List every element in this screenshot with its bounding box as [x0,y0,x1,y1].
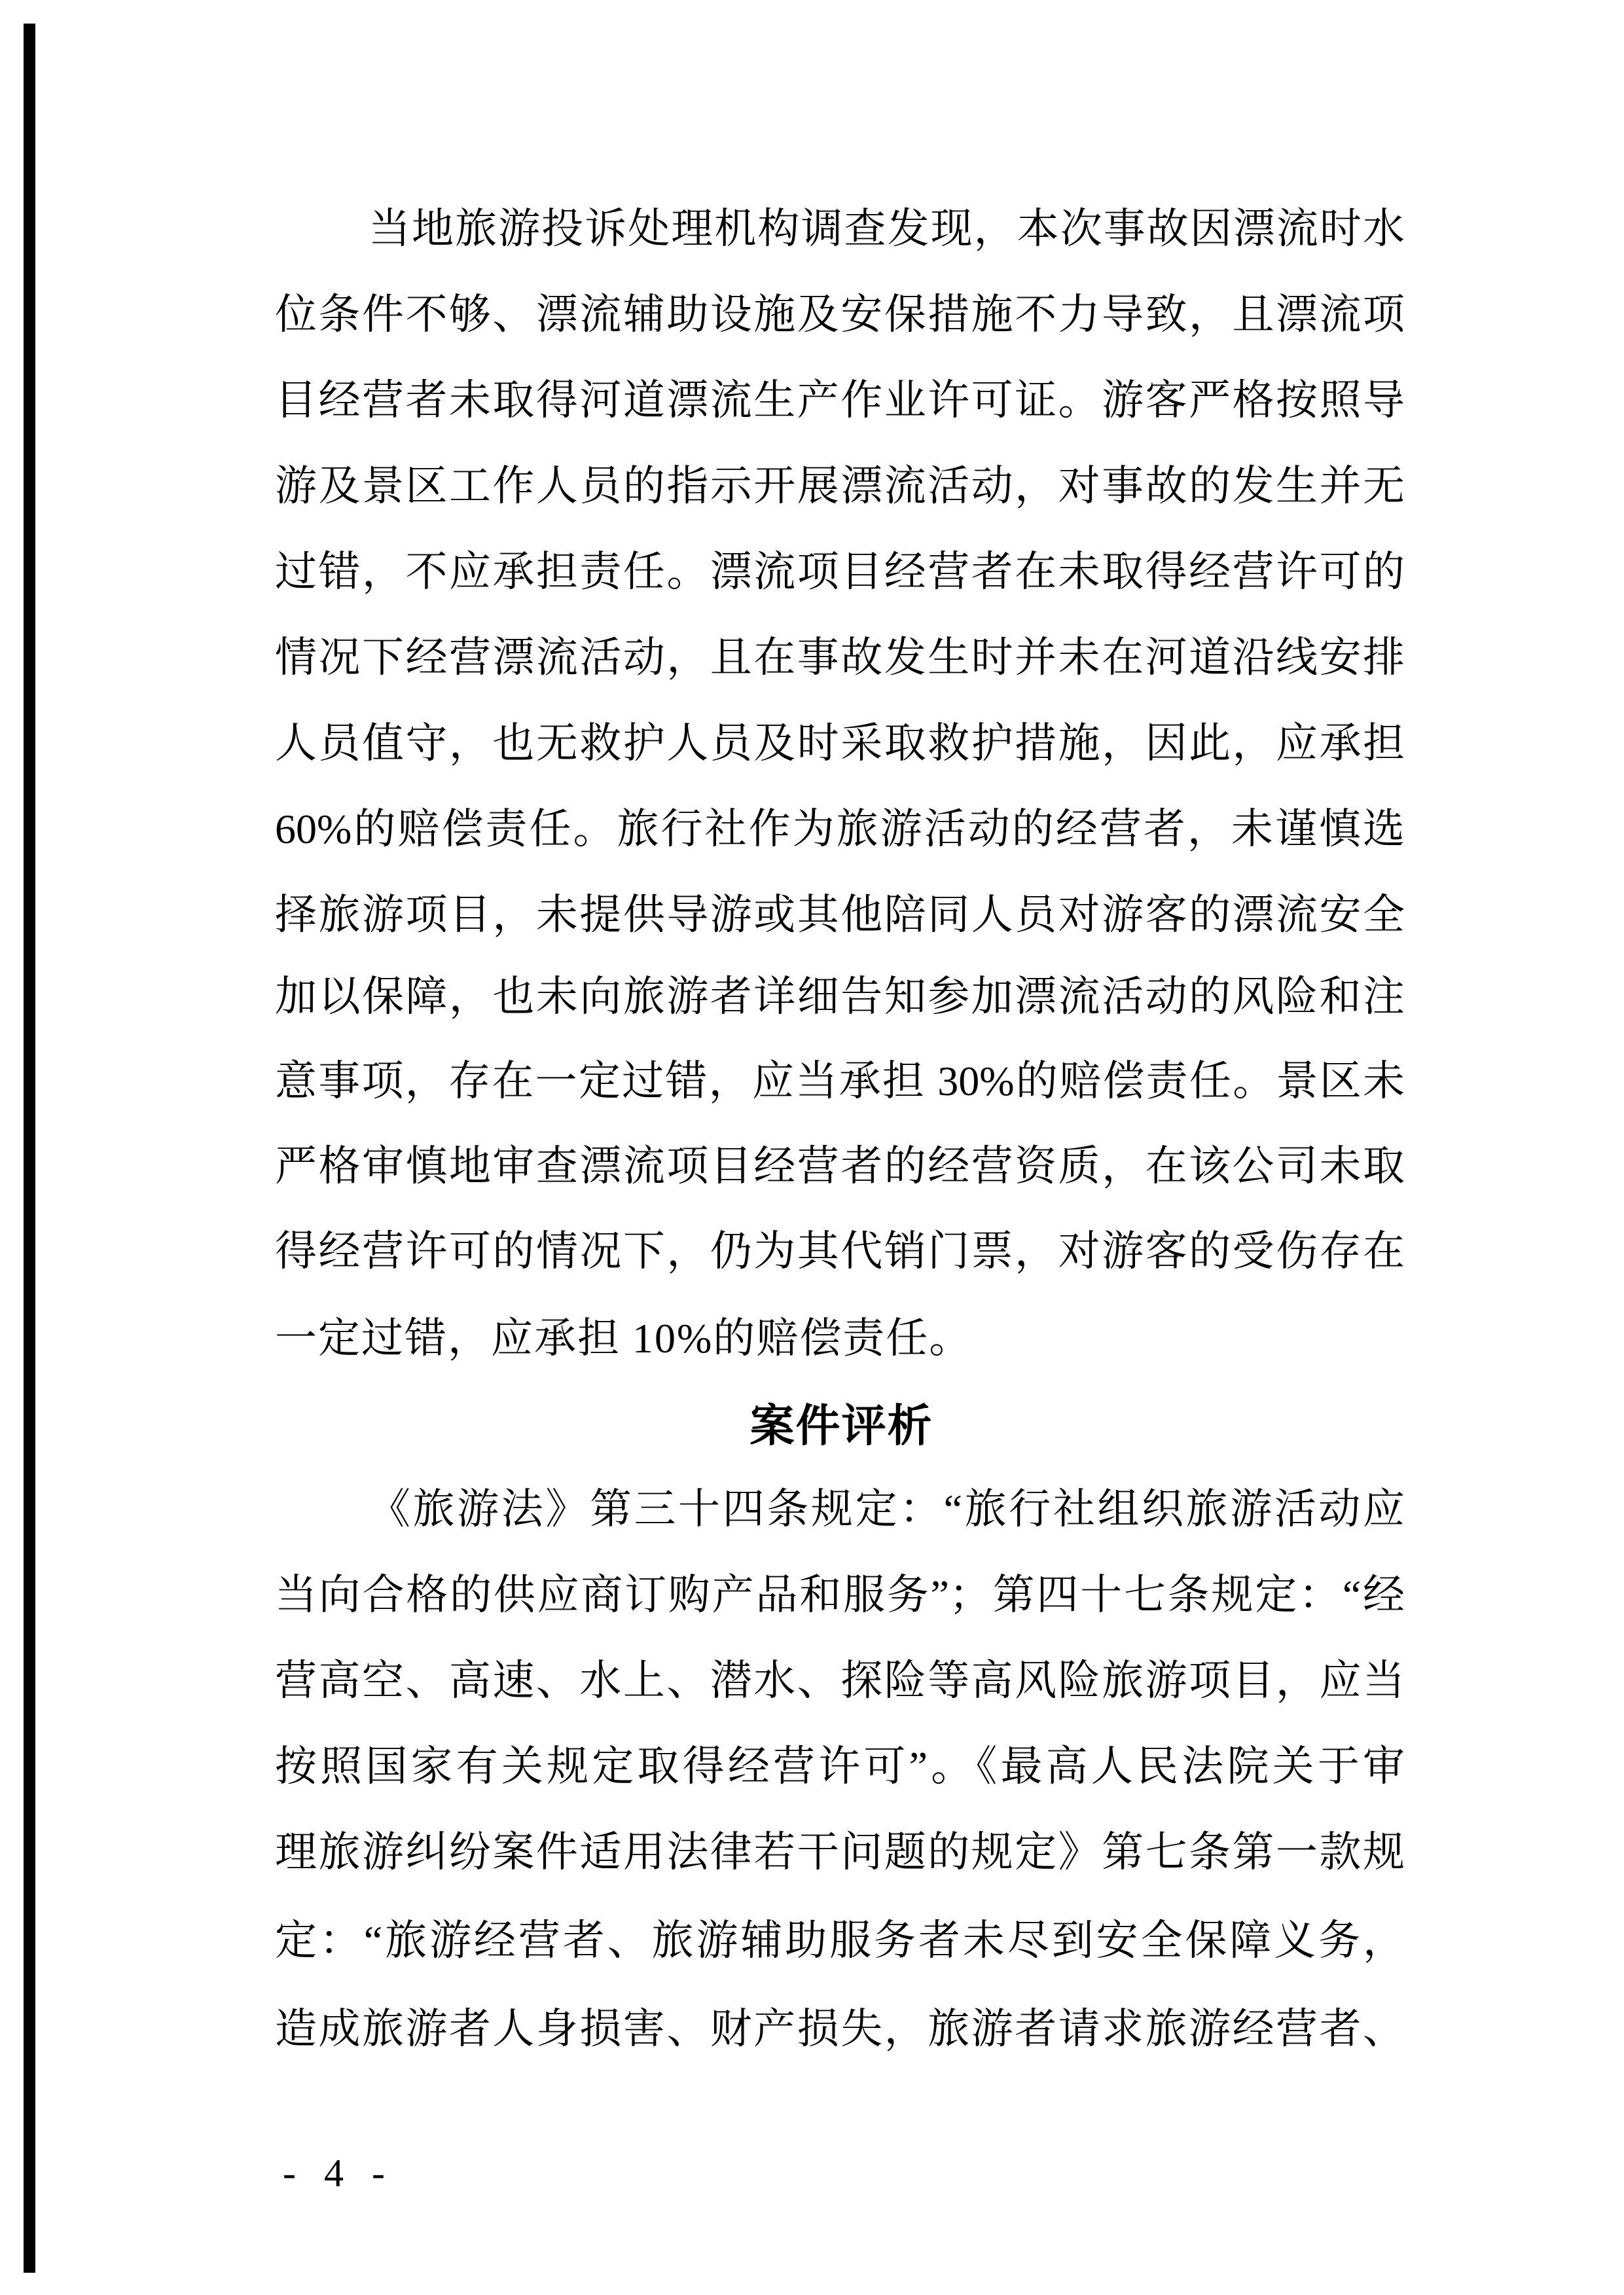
paragraph-line: 当地旅游投诉处理机构调查发现，本次事故因漂流时水 [369,206,1405,252]
paragraph-line: 过错，不应承担责任。漂流项目经营者在未取得经营许可的 [275,549,1405,595]
paragraph-line: 定：“旅游经营者、旅游辅助服务者未尽到安全保障义务， [275,1917,1405,1964]
page-number: - 4 - [283,2151,394,2195]
paragraph-line: 意事项，存在一定过错，应当承担 30%的赔偿责任。景区未 [275,1058,1405,1104]
paragraph-line: 造成旅游者人身损害、财产损失，旅游者请求旅游经营者、 [275,2006,1405,2052]
paragraph-line: 加以保障，也未向旅游者详细告知参加漂流活动的风险和注 [275,973,1405,1020]
paragraph-line: 择旅游项目，未提供导游或其他陪同人员对游客的漂流安全 [275,892,1405,938]
section-heading: 案件评析 [749,1400,933,1453]
paragraph-line: 人员值守，也无救护人员及时采取救护措施，因此，应承担 [275,720,1405,767]
paragraph-line: 情况下经营漂流活动，且在事故发生时并未在河道沿线安排 [275,634,1405,681]
paragraph-line: 《旅游法》第三十四条规定：“旅行社组织旅游活动应 [369,1486,1405,1532]
paragraph-line: 理旅游纠纷案件适用法律若干问题的规定》第七条第一款规 [275,1829,1405,1875]
paragraph-line: 游及景区工作人员的指示开展漂流活动，对事故的发生并无 [275,463,1405,509]
binding-edge-bar [24,24,35,2273]
paragraph-line: 营高空、高速、水上、潜水、探险等高风险旅游项目，应当 [275,1657,1405,1704]
paragraph-line: 严格审慎地审查漂流项目经营者的经营资质，在该公司未取 [275,1143,1405,1189]
paragraph-line: 得经营许可的情况下，仍为其代销门票，对游客的受伤存在 [275,1228,1405,1274]
paragraph-line: 当向合格的供应商订购产品和服务”；第四十七条规定：“经 [275,1572,1405,1618]
paragraph-line: 60%的赔偿责任。旅行社作为旅游活动的经营者，未谨慎选 [275,806,1405,852]
paragraph-line: 一定过错，应承担 10%的赔偿责任。 [275,1315,973,1362]
paragraph-line: 按照国家有关规定取得经营许可”。《最高人民法院关于审 [275,1743,1405,1790]
paragraph-line: 位条件不够、漂流辅助设施及安保措施不力导致，且漂流项 [275,291,1405,338]
paragraph-line: 目经营者未取得河道漂流生产作业许可证。游客严格按照导 [275,377,1405,424]
